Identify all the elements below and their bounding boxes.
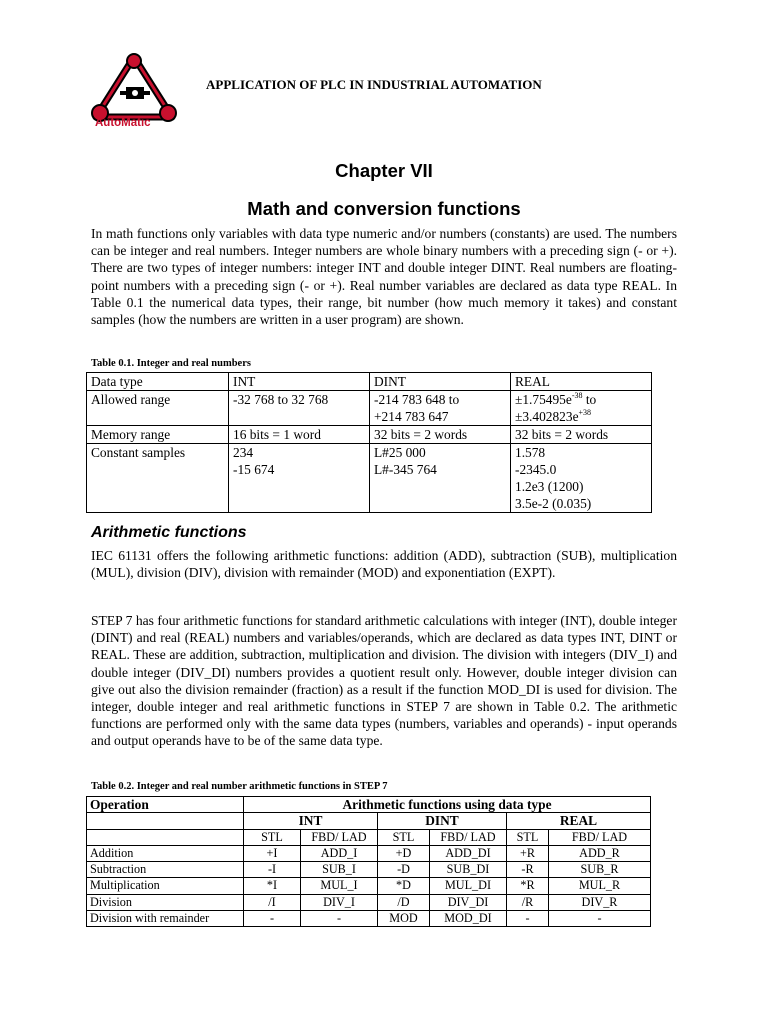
iec-paragraph: IEC 61131 offers the following arithmetic functions: addition (ADD), subtraction (SUB), multiplication (MUL), division (DIV), division with remainder (MOD) and exponentiation (EXPT). [91,548,677,581]
table-cell: ADD_R [549,845,651,861]
table-header-cell: FBD/ LAD [430,829,507,845]
table-cell: MUL_R [549,878,651,894]
table-cell: SUB_DI [430,862,507,878]
cell-line: -15 674 [233,462,275,477]
exponent: -38 [571,391,583,400]
table-cell [87,829,244,845]
cell-text: ±3.402823e [515,409,579,424]
table-cell: SUB_R [549,862,651,878]
table-cell: 16 bits = 1 word [229,426,370,444]
table-cell: MUL_DI [430,878,507,894]
table-cell: -R [507,862,549,878]
table-row [87,797,651,813]
table2-caption: Table 0.2. Integer and real number arithmetic functions in STEP 7 [91,781,388,792]
arithmetic-functions-table [86,796,651,927]
running-header: APPLICATION OF PLC IN INDUSTRIAL AUTOMATION [206,77,542,92]
table-cell: *R [507,878,549,894]
table-header-cell: DINT [378,813,507,829]
chapter-subtitle: Math and conversion functions [247,198,521,219]
table-cell: ADD_DI [430,845,507,861]
table-cell: Constant samples [87,444,229,513]
table-row [87,426,652,444]
cell-line: 234 [233,445,254,460]
table-cell: +R [507,845,549,861]
table-cell: -32 768 to 32 768 [229,391,370,426]
table-cell: 32 bits = 2 words [370,426,511,444]
table-cell: Allowed range [87,391,229,426]
table-row [87,391,652,426]
table-cell: ADD_I [301,845,378,861]
cell-line: -2345.0 [515,462,557,477]
table-header-cell: INT [229,373,370,391]
table-row [87,444,652,513]
table-cell: -I [244,862,301,878]
table-cell [370,391,511,426]
table-header-cell: STL [507,829,549,845]
table-row [87,894,651,910]
table-cell [370,444,511,513]
intro-paragraph: In math functions only variables with data type numeric and/or numbers (constants) are used. The numbers can be integer and real numbers. Integer numbers are whole binary numbers with a preceding sign (- or +). There are two types of integer numbers: integer INT and double integer DINT. Real numbers are floating-point numbers with a preceding sign (- or +). Real number variables are declared as data type REAL. In Table 0.1 the numerical data types, their range, bit number (how much memory it takes) and constant samples (how the numbers are written in a user program) are shown. [91,226,677,328]
table-cell: Memory range [87,426,229,444]
cell-line: L#-345 764 [374,462,437,477]
table-cell: - [244,911,301,927]
table-header-cell: REAL [507,813,651,829]
table-header-cell: Data type [87,373,229,391]
table-cell: DIV_I [301,894,378,910]
cell-text: ±1.75495e [515,392,572,407]
table-cell: MUL_I [301,878,378,894]
cell-line: 3.5e-2 (0.035) [515,496,592,511]
logo-text: AutoMatic [95,117,151,129]
table-cell: 32 bits = 2 words [511,426,652,444]
table-cell: /D [378,894,430,910]
table-cell: Addition [87,845,244,861]
table-cell [87,813,244,829]
cell-line: 1.2e3 (1200) [515,479,584,494]
table-cell: /I [244,894,301,910]
table-cell: DIV_DI [430,894,507,910]
table-cell: Division [87,894,244,910]
table-cell [229,444,370,513]
table-row [87,829,651,845]
table-cell: +D [378,845,430,861]
table-cell: - [301,911,378,927]
table-row [87,845,651,861]
numeric-types-table [86,372,652,513]
table-cell: Multiplication [87,878,244,894]
table-cell: *I [244,878,301,894]
cell-line [515,408,647,425]
table-cell: Division with remainder [87,911,244,927]
table-cell: *D [378,878,430,894]
cell-text: to [582,392,597,407]
table-cell: +I [244,845,301,861]
cell-line: 1.578 [515,445,546,460]
table-row [87,813,651,829]
table-cell: DIV_R [549,894,651,910]
table-cell: - [549,911,651,927]
cell-line: L#25 000 [374,445,426,460]
table-header-cell: INT [244,813,378,829]
table-cell: -D [378,862,430,878]
step7-paragraph: STEP 7 has four arithmetic functions for standard arithmetic calculations with integer (INT), double integer (DINT) and real (REAL) numbers and variables/operands, which are declared as data types INT, DINT or REAL. These are addition, subtraction, multiplication and division. The division with integers (DIV_I) and double integer (DIV_DI) numbers provides a quotient result only. However, double integer division can give out also the division remainder (fraction) as a result if the function MOD_DI is used for division. The integer, double integer and real arithmetic functions in STEP 7 are shown in Table 0.2. The arithmetic functions are performed only with the same data types (numbers, variables and operands) - input operands and output operands have to be of the same data type. [91,613,677,749]
table-cell: MOD [378,911,430,927]
table-header-cell: STL [378,829,430,845]
table-cell: SUB_I [301,862,378,878]
table-header-cell: REAL [511,373,652,391]
table-row [87,911,651,927]
table-header-cell: FBD/ LAD [549,829,651,845]
table-header-cell: Arithmetic functions using data type [244,797,651,813]
table-cell: MOD_DI [430,911,507,927]
table-row [87,862,651,878]
chapter-title: Chapter VII [335,160,433,181]
table1-caption: Table 0.1. Integer and real numbers [91,358,251,369]
cell-line [515,391,647,408]
table-header-cell: FBD/ LAD [301,829,378,845]
exponent: +38 [578,408,592,417]
table-cell: Subtraction [87,862,244,878]
section-heading: Arithmetic functions [91,524,247,541]
cell-line: -214 783 648 to [374,392,460,407]
table-header-cell: DINT [370,373,511,391]
table-cell [511,391,652,426]
table-cell [511,444,652,513]
table-cell: /R [507,894,549,910]
cell-line: +214 783 647 [374,409,449,424]
table-cell: - [507,911,549,927]
table-header-cell: Operation [87,797,244,813]
table-row [87,878,651,894]
table-header-cell: STL [244,829,301,845]
table-row [87,373,652,391]
